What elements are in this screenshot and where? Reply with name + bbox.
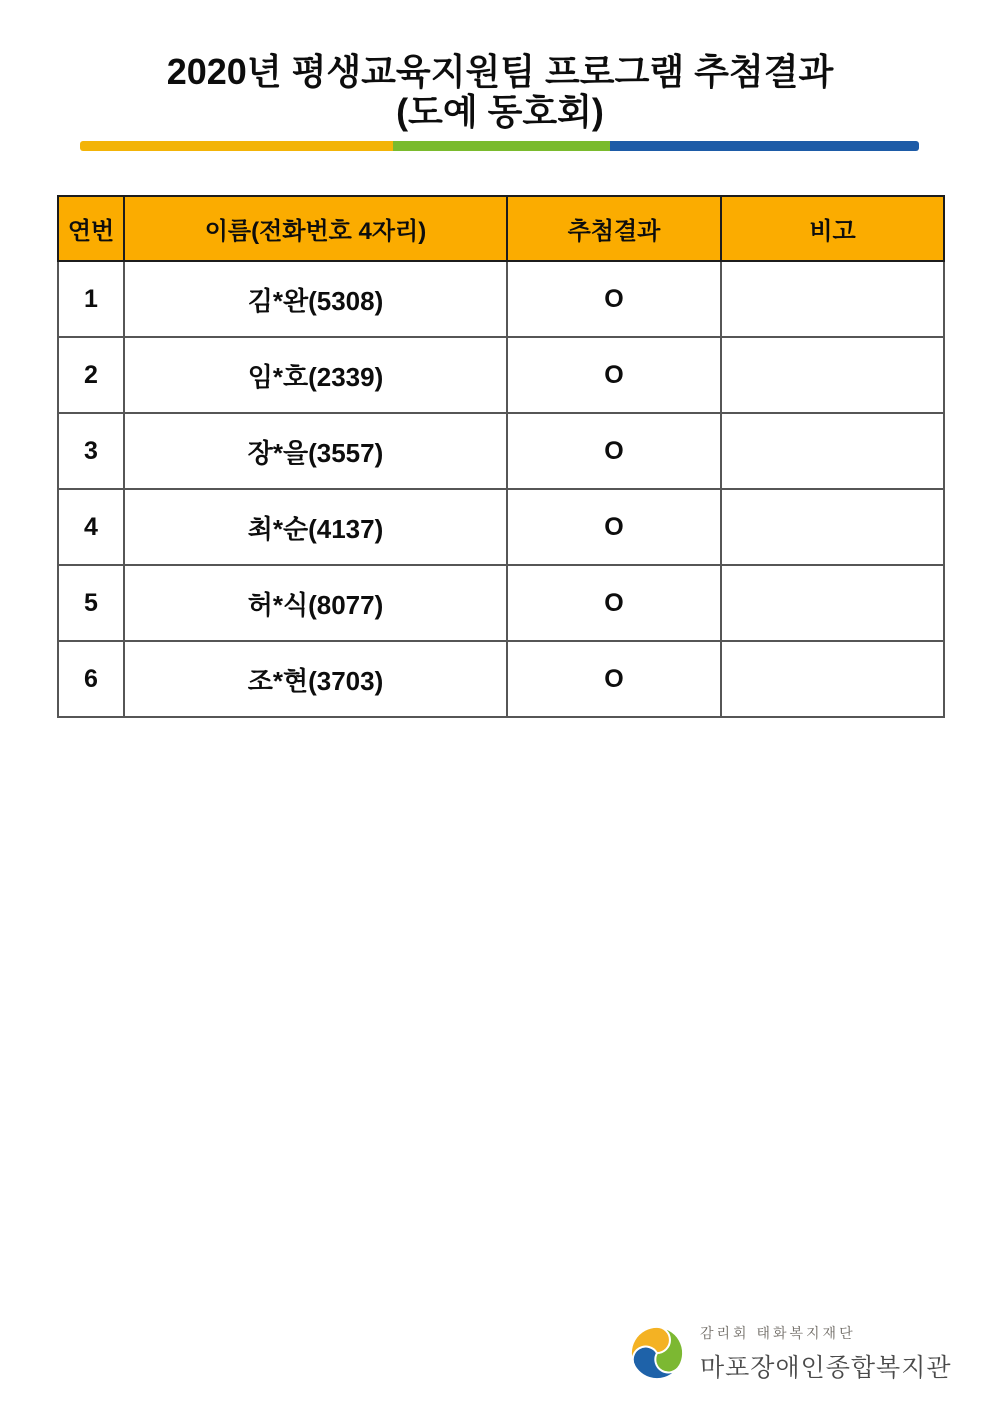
column-header-number: 연번 <box>58 196 124 261</box>
cell-row-number: 1 <box>58 261 124 337</box>
cell-result: O <box>507 337 721 413</box>
table-row <box>58 337 944 413</box>
cell-remarks <box>721 261 944 337</box>
cell-remarks <box>721 565 944 641</box>
divider-bar <box>80 141 919 151</box>
cell-row-number: 4 <box>58 489 124 565</box>
document-title <box>0 52 1000 131</box>
tri-swirl-logo-icon <box>626 1322 688 1384</box>
table-row <box>58 413 944 489</box>
cell-remarks <box>721 413 944 489</box>
welfare-center-name: 마포장애인종합복지관 <box>700 1353 952 1382</box>
organization-logo <box>626 1322 952 1384</box>
cell-row-number: 6 <box>58 641 124 717</box>
cell-result: O <box>507 489 721 565</box>
cell-name: 임*호(2339) <box>124 337 507 413</box>
cell-result: O <box>507 261 721 337</box>
cell-row-number: 3 <box>58 413 124 489</box>
table-row <box>58 641 944 717</box>
title-line-2: (도예 동호회) <box>396 90 604 132</box>
cell-row-number: 2 <box>58 337 124 413</box>
divider-segment-blue <box>610 141 919 151</box>
cell-remarks <box>721 641 944 717</box>
cell-name: 최*순(4137) <box>124 489 507 565</box>
table-row <box>58 261 944 337</box>
table-row <box>58 489 944 565</box>
foundation-name: 감리회 태화복지재단 <box>700 1324 856 1341</box>
divider-segment-yellow <box>80 141 393 151</box>
column-header-remarks: 비고 <box>721 196 944 261</box>
table-header-row <box>58 196 944 261</box>
divider-segment-green <box>393 141 610 151</box>
cell-name: 허*식(8077) <box>124 565 507 641</box>
column-header-name: 이름(전화번호 4자리) <box>124 196 507 261</box>
results-table-body <box>58 261 944 717</box>
organization-names <box>700 1323 952 1384</box>
lottery-results-table <box>57 195 945 718</box>
cell-result: O <box>507 565 721 641</box>
cell-name: 장*을(3557) <box>124 413 507 489</box>
table-row <box>58 565 944 641</box>
cell-remarks <box>721 489 944 565</box>
cell-result: O <box>507 641 721 717</box>
title-line-1: 2020년 평생교육지원팀 프로그램 추첨결과 <box>166 51 834 92</box>
column-header-result: 추첨결과 <box>507 196 721 261</box>
cell-remarks <box>721 337 944 413</box>
cell-name: 조*현(3703) <box>124 641 507 717</box>
cell-name: 김*완(5308) <box>124 261 507 337</box>
cell-row-number: 5 <box>58 565 124 641</box>
cell-result: O <box>507 413 721 489</box>
